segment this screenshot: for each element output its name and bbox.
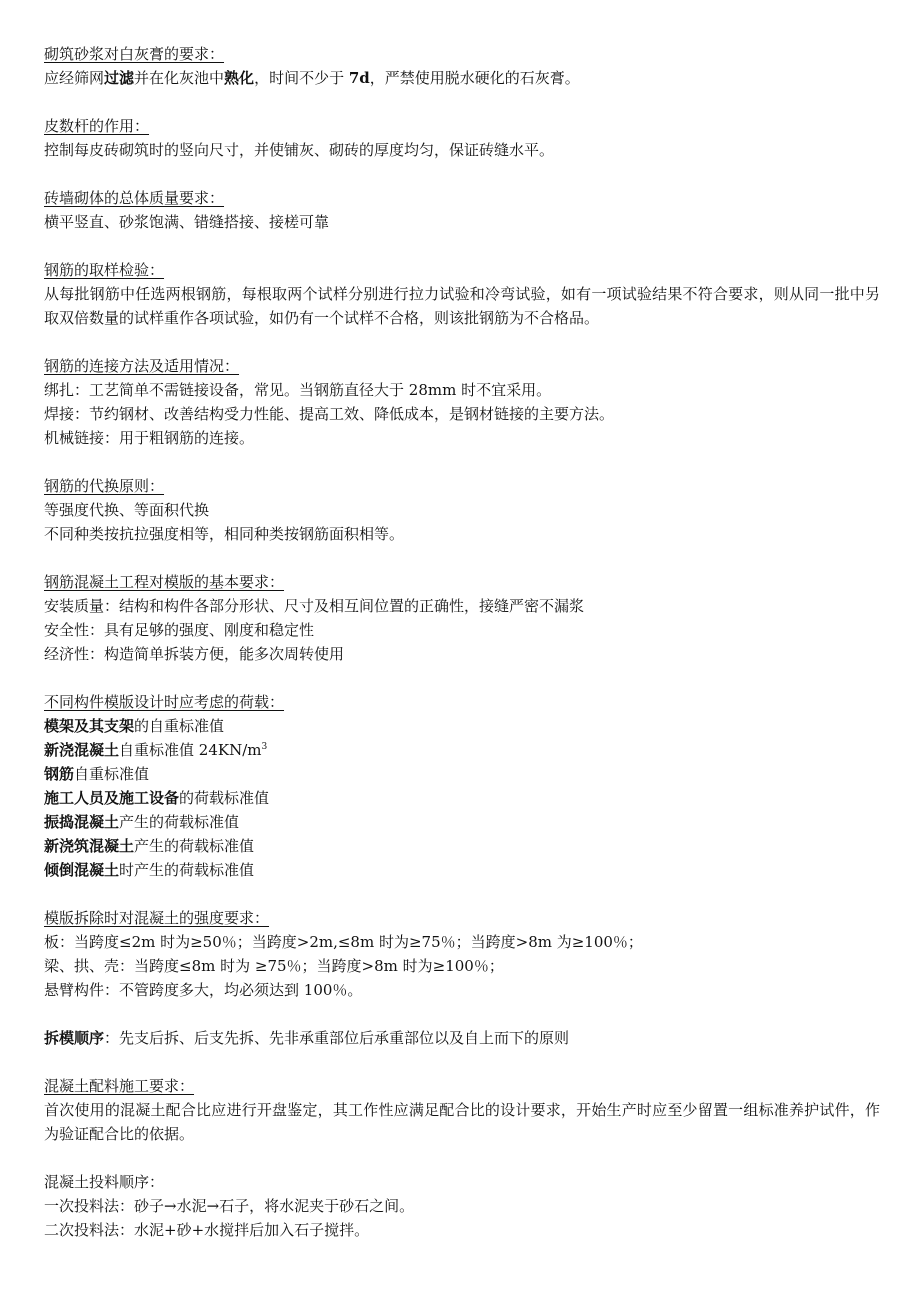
list-item: 等强度代换、等面积代换 [44,501,210,519]
text-run: 产生的荷载标准值 [134,837,255,855]
section-title: 皮数杆的作用： [44,117,150,135]
superscript: 3 [261,742,268,752]
section-title: 不同构件模版设计时应考虑的荷载： [44,693,285,711]
section-title: 砌筑砂浆对白灰膏的要求： [44,45,225,63]
section-body [44,1026,880,1050]
section-rebar-sampling [44,258,880,330]
section-title: 钢筋的连接方法及适用情况： [44,357,240,375]
text-run: ，时间不少于 [254,69,349,87]
bold-term: 模架及其支架 [44,717,135,735]
text-run: 并在化灰池中 [134,69,225,87]
section-title: 混凝土配料施工要求： [44,1077,195,1095]
section-concrete-feeding-order [44,1170,880,1242]
list-item: 二次投料法：水泥+砂+水搅拌后加入石子搅拌。 [44,1221,370,1239]
section-body [44,66,880,90]
list-item: 安装质量：结构和构件各部分形状、尺寸及相互间位置的正确性，接缝严密不漏浆 [44,597,585,615]
section-removal-order [44,1026,880,1050]
section-formwork-requirements [44,570,880,666]
list-item [44,738,880,762]
bold-term: 振捣混凝土 [44,813,120,831]
list-item: 安全性：具有足够的强度、刚度和稳定性 [44,621,315,639]
section-rebar-connection [44,354,880,450]
section-title: 模版拆除时对混凝土的强度要求： [44,909,270,927]
section-title: 钢筋的取样检验： [44,261,165,279]
section-title: 钢筋的代换原则： [44,477,165,495]
text-run: 时产生的荷载标准值 [119,861,255,879]
bold-term: 钢筋 [44,765,75,783]
section-title: 混凝土投料顺序： [44,1173,165,1191]
text-run: 的自重标准值 [134,717,225,735]
bold-term: 拆模顺序 [44,1029,105,1047]
list-item [44,786,880,810]
list-item [44,810,880,834]
section-concrete-batching [44,1074,880,1146]
section-rebar-substitution [44,474,880,546]
list-item [44,834,880,858]
bold-term: 新浇筑混凝土 [44,837,135,855]
text-run: 自重标准值 24KN/m [119,741,262,759]
text-run: ：先支后拆、后支先拆、先非承重部位后承重部位以及自上而下的原则 [104,1029,570,1047]
bold-term: 7d [348,69,370,87]
list-item: 经济性：构造简单拆装方便，能多次周转使用 [44,645,345,663]
section-story-pole [44,114,880,162]
bold-term: 倾倒混凝土 [44,861,120,879]
section-body: 首次使用的混凝土配合比应进行开盘鉴定，其工作性应满足配合比的设计要求，开始生产时应至少留置一组标准养护试件，作为验证配合比的依据。 [44,1101,880,1143]
section-formwork-loads [44,690,880,882]
list-item: 绑扎：工艺简单不需链接设备，常见。当钢筋直径大于 28mm 时不宜采用。 [44,381,552,399]
list-item: 机械链接：用于粗钢筋的连接。 [44,429,255,447]
list-item [44,714,880,738]
text-run: 自重标准值 [74,765,150,783]
bold-term: 过滤 [104,69,135,87]
section-title: 钢筋混凝土工程对模版的基本要求： [44,573,285,591]
bold-term: 新浇混凝土 [44,741,120,759]
bold-term: 熟化 [224,69,255,87]
text-run: 应经筛网 [44,69,105,87]
list-item: 焊接：节约钢材、改善结构受力性能、提高工效、降低成本，是钢材链接的主要方法。 [44,405,615,423]
list-item: 不同种类按抗拉强度相等，相同种类按钢筋面积相等。 [44,525,405,543]
list-item: 板：当跨度≤2m 时为≥50％；当跨度>2m,≤8m 时为≥75％；当跨度>8m 为≥100％； [44,933,643,951]
list-item: 梁、拱、壳：当跨度≤8m 时为 ≥75％；当跨度>8m 时为≥100％； [44,957,504,975]
list-item [44,762,880,786]
section-body: 控制每皮砖砌筑时的竖向尺寸，并使铺灰、砌砖的厚度均匀，保证砖缝水平。 [44,141,555,159]
text-run: 的荷载标准值 [179,789,270,807]
section-mortar-lime [44,42,880,90]
section-brick-wall-quality [44,186,880,234]
section-body: 横平竖直、砂浆饱满、错缝搭接、接槎可靠 [44,213,330,231]
list-item: 一次投料法：砂子→水泥→石子，将水泥夹于砂石之间。 [44,1197,415,1215]
text-run: ，严禁使用脱水硬化的石灰膏。 [369,69,580,87]
section-title: 砖墙砌体的总体质量要求： [44,189,225,207]
text-run: 产生的荷载标准值 [119,813,240,831]
list-item [44,858,880,882]
section-formwork-removal-strength [44,906,880,1002]
bold-term: 施工人员及施工设备 [44,789,180,807]
list-item: 悬臂构件：不管跨度多大，均必须达到 100％。 [44,981,363,999]
section-body: 从每批钢筋中任选两根钢筋，每根取两个试样分别进行拉力试验和冷弯试验，如有一项试验结果不符合要求，则从同一批中另取双倍数量的试样重作各项试验，如仍有一个试样不合格，则该批钢筋为不合格品。 [44,285,880,327]
